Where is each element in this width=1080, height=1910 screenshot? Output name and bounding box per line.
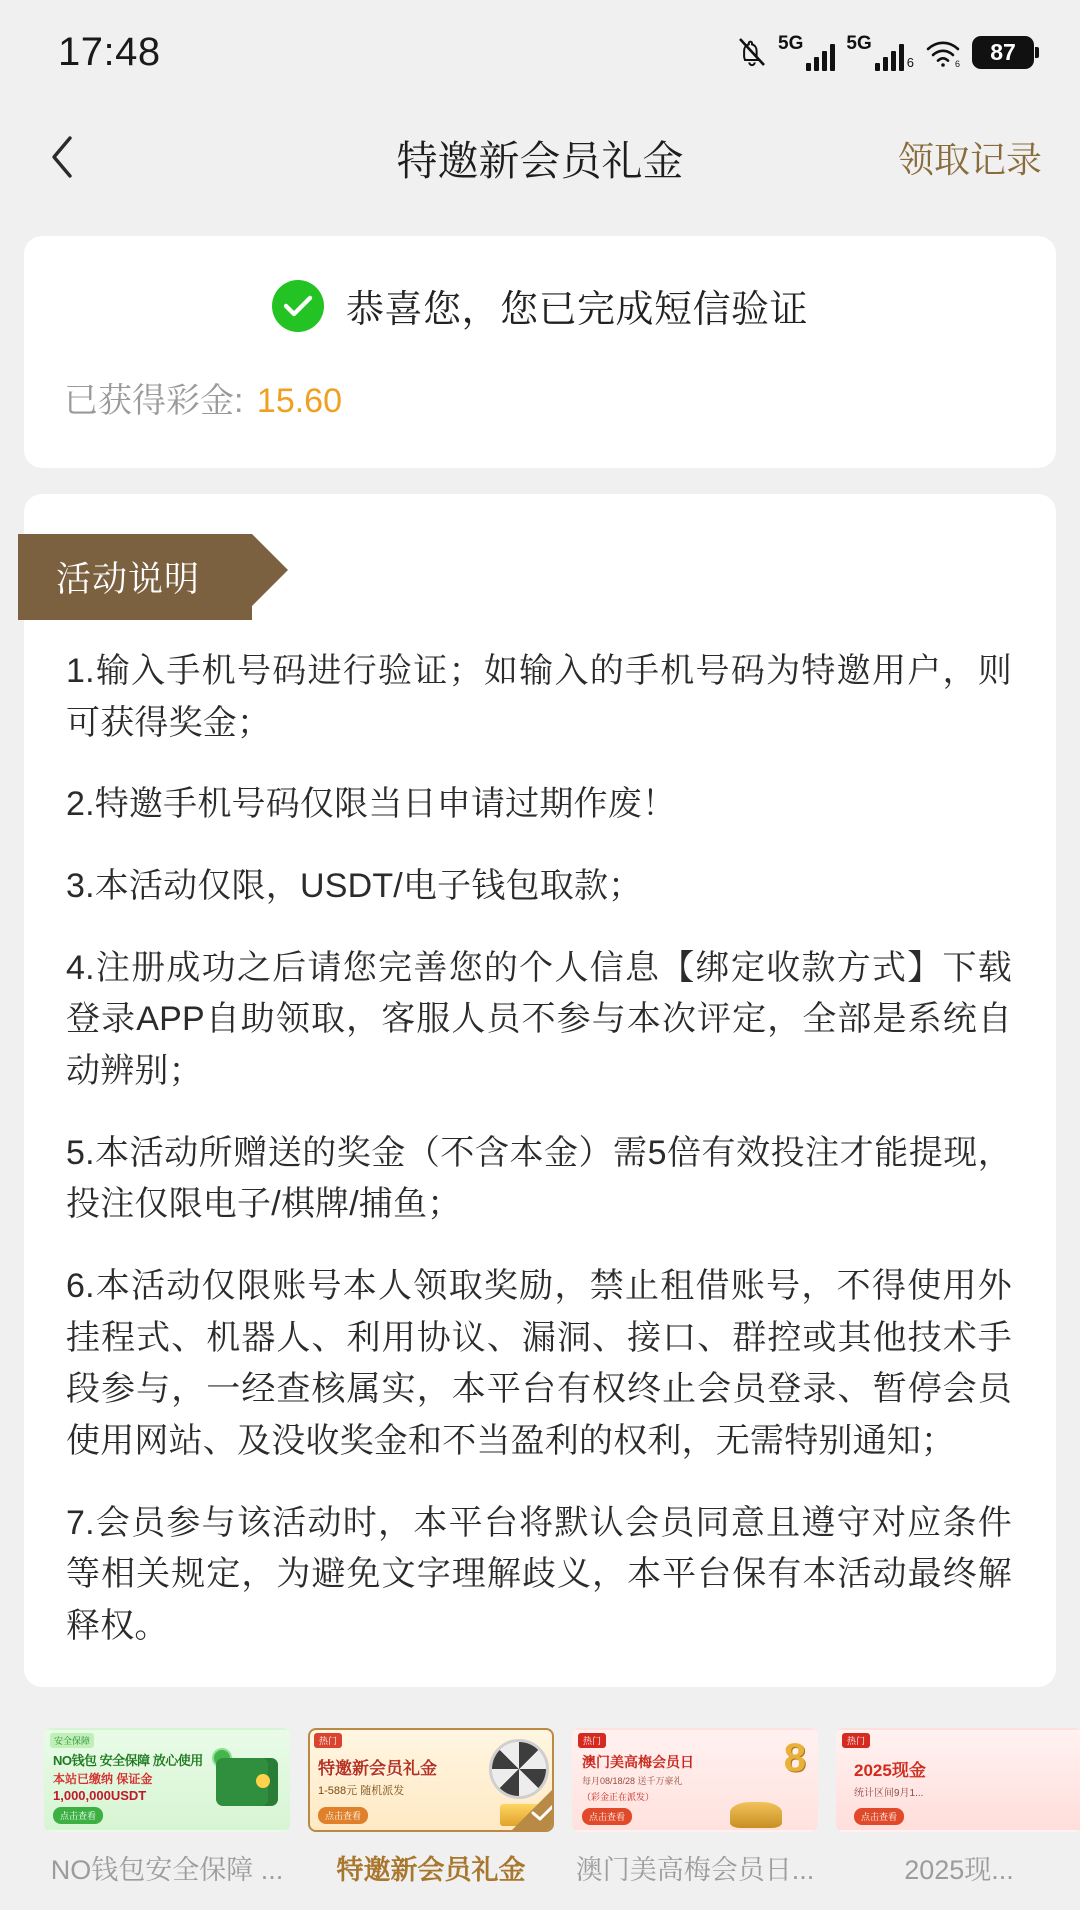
claim-records-button[interactable]: 领取记录: [897, 138, 1042, 180]
promotion-line1: NO钱包 安全保障 放心使用: [53, 1753, 203, 1768]
page-title: 特邀新会员礼金: [396, 137, 684, 184]
promotion-view-button[interactable]: 点击查看: [582, 1808, 632, 1825]
promotion-line1: 特邀新会员礼金: [318, 1759, 437, 1778]
verification-result-header: [64, 278, 1016, 333]
check-circle-icon: [272, 280, 324, 332]
promotion-list: [0, 1728, 1080, 1887]
promotion-line2: 1-588元 随机派发: [318, 1785, 405, 1797]
promotion-view-button[interactable]: 点击查看: [53, 1807, 103, 1824]
promotion-thumbnail[interactable]: [836, 1728, 1080, 1832]
promotion-line2: 统计区间9月1...: [854, 1788, 924, 1799]
promotion-line2: 每月08/18/28 送千万豪礼: [582, 1776, 683, 1786]
verification-result-title: 恭喜您，您已完成短信验证: [345, 289, 808, 331]
signal-1-bars: [806, 43, 835, 71]
rule-item: 1.输入手机号码进行验证；如输入的手机号码为特邀用户，则可获得奖金；: [66, 652, 1012, 742]
back-button[interactable]: [34, 128, 92, 186]
promotion-line2: 本站已缴纳 保证金: [53, 1772, 153, 1786]
promotion-line3: （彩金正在派发）: [582, 1792, 655, 1802]
signal-1-label: 5G: [778, 32, 804, 54]
status-icons: [737, 34, 1034, 71]
promotion-carousel[interactable]: [0, 1714, 1080, 1910]
promotion-line3: 1,000,000USDT: [53, 1788, 147, 1803]
bonus-amount-value: 15.60: [256, 382, 342, 420]
wifi-icon: [925, 38, 961, 66]
promotion-tag: 热门: [842, 1733, 870, 1748]
rule-item: 7.会员参与该活动时，本平台将默认会员同意且遵守对应条件等相关规定，为避免文字理解歧义，本平台保有本活动最终解释权。: [66, 1503, 1012, 1646]
promotion-line1: 2025现金: [854, 1761, 926, 1780]
promotion-caption: 澳门美高梅会员日...: [575, 1855, 815, 1885]
activity-rules-card: [24, 494, 1056, 1687]
roulette-icon: [492, 1742, 546, 1796]
signal-2-sub: 6: [906, 54, 914, 70]
navigation-bar: [0, 104, 1080, 210]
signal-2-label: 5G: [846, 32, 872, 54]
bonus-amount-label: 已获得彩金:: [64, 382, 244, 420]
activity-rules-ribbon: 活动说明: [18, 534, 252, 620]
promotion-tag: 安全保障: [50, 1733, 94, 1748]
promotion-caption: NO钱包安全保障 ...: [50, 1855, 284, 1885]
chevron-left-icon: [48, 132, 78, 182]
promotion-item-wallet[interactable]: [44, 1728, 290, 1887]
promotion-line1: 澳门美高梅会员日: [582, 1754, 694, 1770]
verification-result-card: [24, 236, 1056, 468]
signal-2: [846, 34, 914, 71]
selected-check-icon: [512, 1790, 552, 1830]
rule-item: 4.注册成功之后请您完善您的个人信息【绑定收款方式】下载登录APP自助领取，客服人员不参与本次评定，全部是系统自动辨别；: [66, 948, 1012, 1091]
bonus-amount-row: [64, 373, 1016, 422]
golden-ox-icon: [730, 1802, 782, 1828]
promotion-item-mgm-member-day[interactable]: [572, 1728, 818, 1887]
bell-muted-icon: [737, 35, 767, 69]
signal-1: [778, 34, 835, 71]
battery-indicator: [972, 36, 1034, 69]
promotion-thumbnail[interactable]: [44, 1728, 290, 1832]
promotion-tag: 热门: [314, 1733, 342, 1748]
wallet-icon: [216, 1758, 278, 1806]
promotion-caption: 特邀新会员礼金: [336, 1855, 526, 1885]
activity-rules-list: [24, 634, 1056, 1653]
promotion-caption: 2025现...: [904, 1855, 1014, 1885]
rule-item: 6.本活动仅限账号本人领取奖励，禁止租借账号，不得使用外挂程式、机器人、利用协议、漏洞、接口、群控或其他技术手段参与，一经查核属实，本平台有权终止会员登录、暂停会员使用网站、及没收奖金和不当盈利的权利，无需特别通知；: [66, 1267, 1012, 1461]
signal-2-bars: [875, 43, 904, 71]
promotion-item-new-member-gift[interactable]: [308, 1728, 554, 1887]
battery-level: 87: [990, 38, 1016, 65]
promotion-thumbnail[interactable]: [572, 1728, 818, 1832]
page-content: [0, 236, 1080, 1687]
svg-text:6: 6: [955, 59, 961, 68]
rule-item: 3.本活动仅限，USDT/电子钱包取款；: [66, 867, 643, 906]
number-eight-decoration: 8: [783, 1736, 806, 1780]
promotion-tag: 热门: [578, 1733, 606, 1748]
rule-item: 5.本活动所赠送的奖金（不含本金）需5倍有效投注才能提现，投注仅限电子/棋牌/捕鱼；: [66, 1133, 1012, 1224]
rule-item: 2.特邀手机号码仅限当日申请过期作废！: [66, 785, 677, 824]
promotion-item-2025-cash[interactable]: [836, 1728, 1080, 1887]
status-bar: [0, 0, 1080, 104]
promotion-thumbnail[interactable]: [308, 1728, 554, 1832]
promotion-view-button[interactable]: 点击查看: [854, 1808, 904, 1825]
status-time: 17:48: [58, 29, 161, 74]
promotion-view-button[interactable]: 点击查看: [318, 1807, 368, 1824]
